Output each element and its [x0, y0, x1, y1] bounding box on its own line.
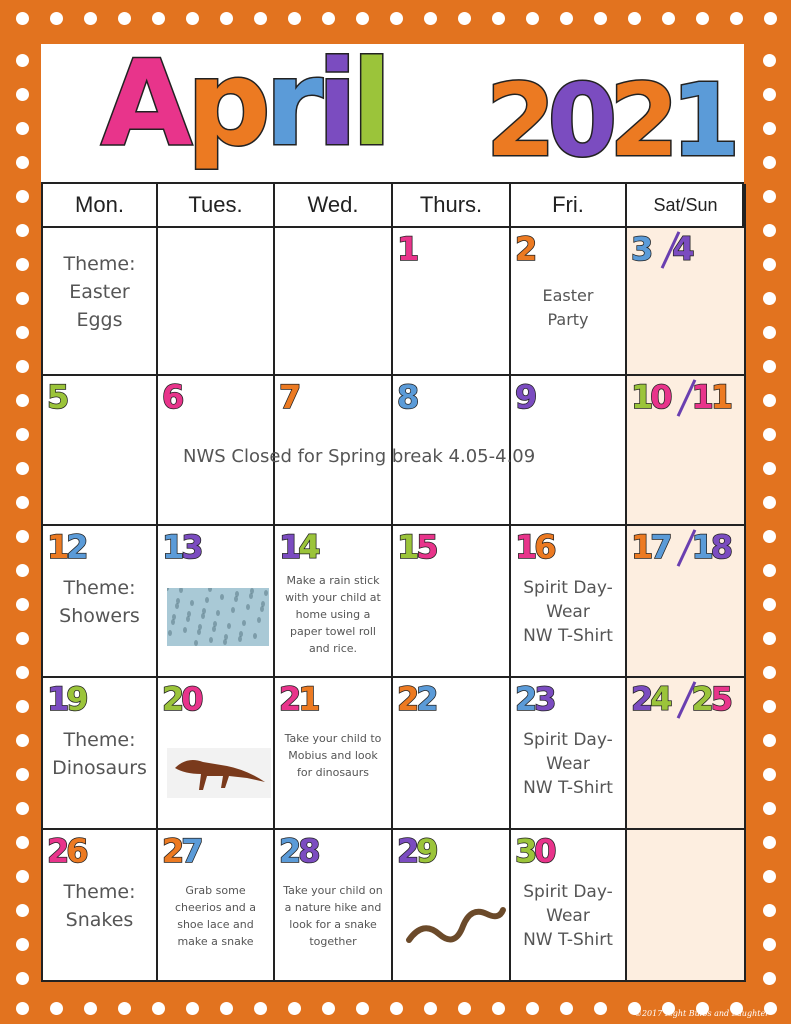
border-dot: [254, 1002, 267, 1015]
day-note: Take your child to Mobius and look for dinosaurs: [284, 732, 382, 779]
border-dot: [16, 122, 29, 135]
rain-drops-photo: [167, 588, 269, 646]
border-dot: [356, 1002, 369, 1015]
day-note: Spirit Day- Wear NW T-Shirt: [523, 730, 613, 798]
day-note: Take your child on a nature hike and look for a snake together: [283, 884, 383, 948]
weekend-dates: 17 18: [631, 528, 731, 566]
border-dot: [730, 12, 743, 25]
border-dot: [254, 12, 267, 25]
border-dot: [16, 870, 29, 883]
date-number: 27: [162, 832, 201, 870]
border-dot: [16, 394, 29, 407]
border-dot: [16, 768, 29, 781]
day-header: Tues.: [158, 184, 275, 228]
border-dot: [16, 972, 29, 985]
border-dot: [763, 122, 776, 135]
day-cell-fri: [511, 678, 627, 830]
border-dot: [152, 1002, 165, 1015]
day-cell-wed: [275, 830, 393, 982]
day-note: Spirit Day- Wear NW T-Shirt: [523, 578, 613, 646]
border-dot: [16, 700, 29, 713]
day-cell-tue: [158, 830, 275, 982]
border-dot: [220, 12, 233, 25]
border-dot: [458, 1002, 471, 1015]
day-cell-wed: [275, 526, 393, 678]
border-dot: [16, 564, 29, 577]
border-dot: [763, 598, 776, 611]
weekend-dates: 24 25: [631, 680, 731, 718]
border-dot: [84, 12, 97, 25]
month-title: April: [101, 34, 386, 172]
day-cell-wed: [275, 678, 393, 830]
border-dot: [763, 700, 776, 713]
date-number: 12: [47, 528, 86, 566]
date-number: 19: [47, 680, 86, 718]
border-dot: [763, 904, 776, 917]
border-dot: [763, 462, 776, 475]
date-number: 2: [515, 230, 535, 268]
date-number: 8: [397, 378, 417, 416]
date-number: 15: [397, 528, 436, 566]
day-header: Mon.: [43, 184, 158, 228]
day-cell-mon: [43, 678, 158, 830]
border-dot: [118, 1002, 131, 1015]
border-dot: [424, 12, 437, 25]
border-dot: [16, 938, 29, 951]
border-dot: [763, 428, 776, 441]
date-number: 13: [162, 528, 201, 566]
day-note: Theme: Easter Eggs: [63, 253, 136, 331]
date-number: 6: [162, 378, 182, 416]
border-dot: [16, 12, 29, 25]
border-dot: [16, 598, 29, 611]
border-dot: [763, 224, 776, 237]
date-number: 1: [397, 230, 417, 268]
border-dot: [16, 428, 29, 441]
border-dot: [16, 1002, 29, 1015]
border-dot: [763, 88, 776, 101]
date-number: 14: [279, 528, 318, 566]
border-dot: [288, 12, 301, 25]
border-dot: [560, 12, 573, 25]
border-dot: [16, 88, 29, 101]
border-dot: [220, 1002, 233, 1015]
day-cell-tue: [158, 228, 275, 376]
year-title: 2021: [486, 62, 733, 179]
day-header: Thurs.: [393, 184, 511, 228]
date-number: 23: [515, 680, 554, 718]
border-dot: [764, 12, 777, 25]
border-dot: [424, 1002, 437, 1015]
border-dot: [16, 496, 29, 509]
day-cell-fri: [511, 830, 627, 982]
day-cell-wed: [275, 228, 393, 376]
date-number: 21: [279, 680, 318, 718]
date-number: 28: [279, 832, 318, 870]
border-dot: [16, 224, 29, 237]
border-dot: [763, 836, 776, 849]
day-note: Spirit Day- Wear NW T-Shirt: [523, 882, 613, 950]
snake-photo: [403, 890, 507, 950]
border-dot: [763, 938, 776, 951]
border-dot: [763, 768, 776, 781]
border-dot: [763, 870, 776, 883]
border-dot: [763, 394, 776, 407]
border-dot: [16, 292, 29, 305]
border-dot: [16, 734, 29, 747]
border-dot: [763, 190, 776, 203]
date-number: 16: [515, 528, 554, 566]
border-dot: [16, 530, 29, 543]
border-dot: [628, 12, 641, 25]
day-cell-mon: [43, 376, 158, 526]
border-dot: [696, 12, 709, 25]
border-dot: [16, 54, 29, 67]
day-note: Easter Party: [542, 286, 594, 329]
day-cell-mon: [43, 526, 158, 678]
border-dot: [16, 258, 29, 271]
border-dot: [16, 904, 29, 917]
border-dot: [186, 12, 199, 25]
weekend-cell: [627, 376, 746, 526]
day-note: Theme: Showers: [59, 577, 140, 627]
day-cell-fri: [511, 228, 627, 376]
border-dot: [763, 632, 776, 645]
border-dot: [16, 632, 29, 645]
border-dot: [763, 972, 776, 985]
weekend-dates: 3 4: [631, 230, 692, 268]
border-dot: [763, 564, 776, 577]
date-number: 30: [515, 832, 554, 870]
border-dot: [763, 54, 776, 67]
day-note: Grab some cheerios and a shoe lace and make a snake: [174, 884, 257, 948]
day-note: Make a rain stick with your child at home using a paper towel roll and rice.: [285, 574, 381, 655]
border-dot: [50, 12, 63, 25]
weekend-cell: [627, 830, 746, 982]
border-dot: [16, 190, 29, 203]
border-dot: [356, 12, 369, 25]
copyright: ©2017 Light Bulbs and Laughter: [633, 1009, 769, 1018]
day-header: Sat/Sun: [627, 184, 746, 228]
border-dot: [763, 156, 776, 169]
date-number: 26: [47, 832, 86, 870]
calendar-title: [41, 34, 744, 182]
border-dot: [84, 1002, 97, 1015]
border-dot: [763, 530, 776, 543]
day-cell-thu: [393, 228, 511, 376]
date-number: 5: [47, 378, 67, 416]
border-dot: [458, 12, 471, 25]
date-number: 22: [397, 680, 436, 718]
border-dot: [16, 802, 29, 815]
day-header: Fri.: [511, 184, 627, 228]
border-dot: [16, 666, 29, 679]
border-dot: [152, 12, 165, 25]
border-dot: [390, 12, 403, 25]
border-dot: [492, 12, 505, 25]
date-number: 9: [515, 378, 535, 416]
day-note: Theme: Dinosaurs: [52, 729, 147, 779]
date-number: 20: [162, 680, 201, 718]
border-dot: [763, 666, 776, 679]
border-dot: [322, 1002, 335, 1015]
border-dot: [763, 802, 776, 815]
weekend-dates: 10 11: [631, 378, 731, 416]
border-dot: [16, 156, 29, 169]
border-dot: [763, 292, 776, 305]
border-dot: [763, 734, 776, 747]
border-dot: [186, 1002, 199, 1015]
border-dot: [526, 1002, 539, 1015]
day-cell-mon: [43, 228, 158, 376]
border-dot: [662, 12, 675, 25]
border-dot: [118, 12, 131, 25]
weekend-cell: [627, 678, 746, 830]
border-dot: [594, 1002, 607, 1015]
border-dot: [50, 1002, 63, 1015]
border-dot: [16, 326, 29, 339]
border-dot: [390, 1002, 403, 1015]
day-cell-fri: [511, 526, 627, 678]
border-dot: [16, 360, 29, 373]
day-cell-thu: [393, 526, 511, 678]
day-note: Theme: Snakes: [63, 881, 136, 931]
border-dot: [560, 1002, 573, 1015]
border-dot: [763, 360, 776, 373]
day-cell-thu: [393, 678, 511, 830]
weekend-cell: [627, 526, 746, 678]
weekend-cell: [627, 228, 746, 376]
border-dot: [16, 836, 29, 849]
border-dot: [16, 462, 29, 475]
day-cell-mon: [43, 830, 158, 982]
calendar-grid: [41, 182, 744, 982]
dinosaur-toy-photo: [167, 748, 271, 798]
day-header: Wed.: [275, 184, 393, 228]
border-dot: [763, 258, 776, 271]
date-number: 29: [397, 832, 436, 870]
border-dot: [288, 1002, 301, 1015]
border-dot: [763, 326, 776, 339]
border-dot: [492, 1002, 505, 1015]
date-number: 7: [279, 378, 299, 416]
border-dot: [322, 12, 335, 25]
spring-break-banner: NWS Closed for Spring break 4.05-4.09: [183, 446, 536, 467]
border-dot: [594, 12, 607, 25]
border-dot: [763, 496, 776, 509]
border-dot: [526, 12, 539, 25]
